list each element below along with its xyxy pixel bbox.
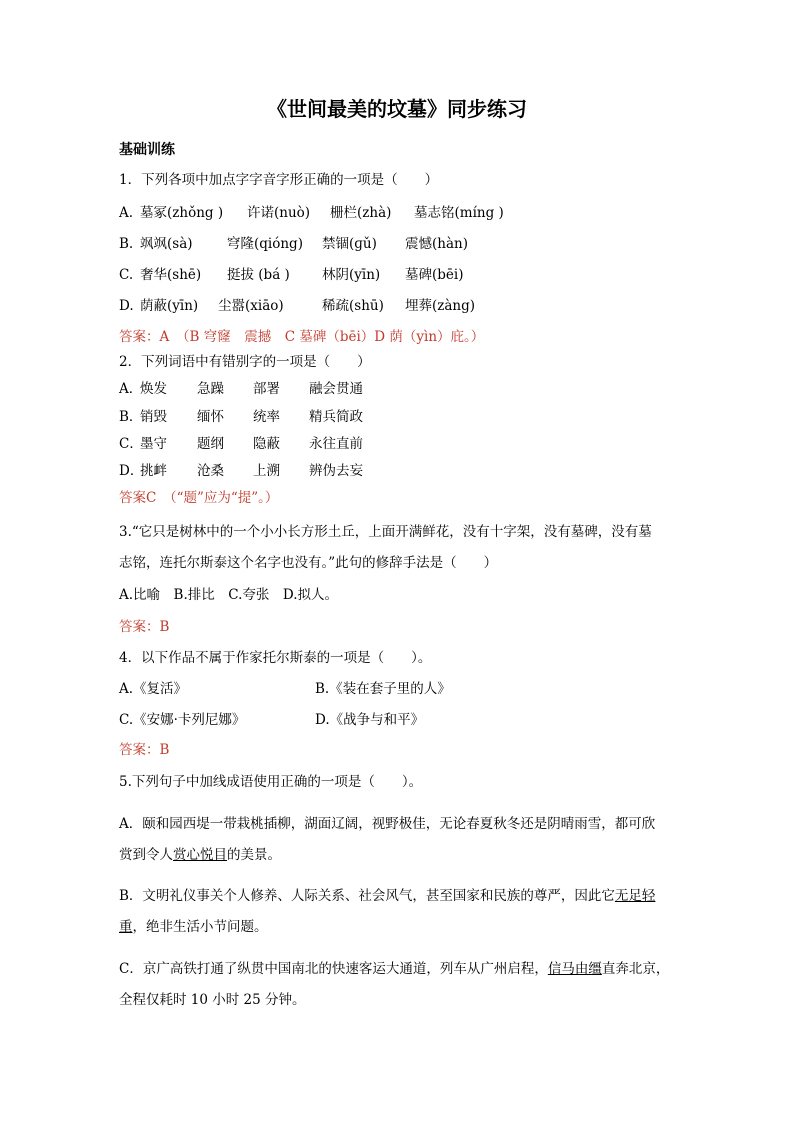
q4-option-c: C.《安娜·卡列尼娜》	[119, 712, 246, 728]
underlined-idiom: 无足轻	[614, 888, 656, 904]
q4-answer: 答案：B	[119, 742, 170, 758]
q5-stem: 5.下列句子中加线成语使用正确的一项是（ ）。	[119, 774, 423, 790]
underlined-idiom: 赏心悦目	[173, 847, 227, 863]
q5-option-b-line-1: B．文明礼仪事关个人修养、人际关系、社会风气，甚至国家和民族的尊严，因此它无足轻	[119, 888, 656, 904]
q5-option-c-line-1: C．京广高铁打通了纵贯中国南北的快速客运大通道，列车从广州启程，信马由缰直奔北京，	[119, 961, 670, 977]
q5-option-a-line-2: 赏到令人赏心悦目的美景。	[119, 847, 281, 863]
q3-stem-line-1: 3.“它只是树林中的一个小小长方形土丘，上面开满鲜花，没有十字架，没有墓碑，没有墓	[119, 524, 652, 540]
q3-stem-line-2: 志铭，连托尔斯泰这个名字也没有。”此句的修辞手法是（ ）	[119, 555, 498, 571]
q4-option-b: B.《装在套子里的人》	[315, 681, 451, 697]
q5-option-c-line-2: 全程仅耗时 10 小时 25 分钟。	[119, 992, 306, 1008]
page-title: 《世间最美的坟墓》同步练习	[267, 97, 527, 121]
q3-answer: 答案：B	[119, 619, 170, 635]
q5-option-b-line-2: 重，绝非生活小节问题。	[119, 919, 268, 935]
q2-stem: 2．下列词语中有错别字的一项是（ ）	[119, 354, 371, 370]
q1-stem: 1．下列各项中加点字字音字形正确的一项是（ ）	[119, 172, 439, 188]
underlined-idiom: 重	[119, 919, 133, 935]
q4-stem: 4．以下作品不属于作家托尔斯泰的一项是（ ）。	[119, 650, 432, 666]
q4-option-a: A.《复活》	[119, 681, 188, 697]
q1-answer: 答案：A （B 穹窿 震撼 C 墓碑（bēi）D 荫（yìn）庇。）	[119, 329, 485, 345]
q3-options: A.比喻 B.排比 C.夸张 D.拟人。	[119, 587, 339, 603]
q4-option-d: D.《战争与和平》	[315, 712, 425, 728]
section-heading: 基础训练	[119, 142, 175, 158]
q2-answer: 答案C （“题”应为“提”。）	[119, 490, 279, 506]
q5-option-a-line-1: A．颐和园西堤一带栽桃插柳，湖面辽阔，视野极佳，无论春夏秋冬还是阴晴雨雪，都可欣	[119, 816, 656, 832]
underlined-idiom: 信马由缰	[547, 961, 602, 977]
